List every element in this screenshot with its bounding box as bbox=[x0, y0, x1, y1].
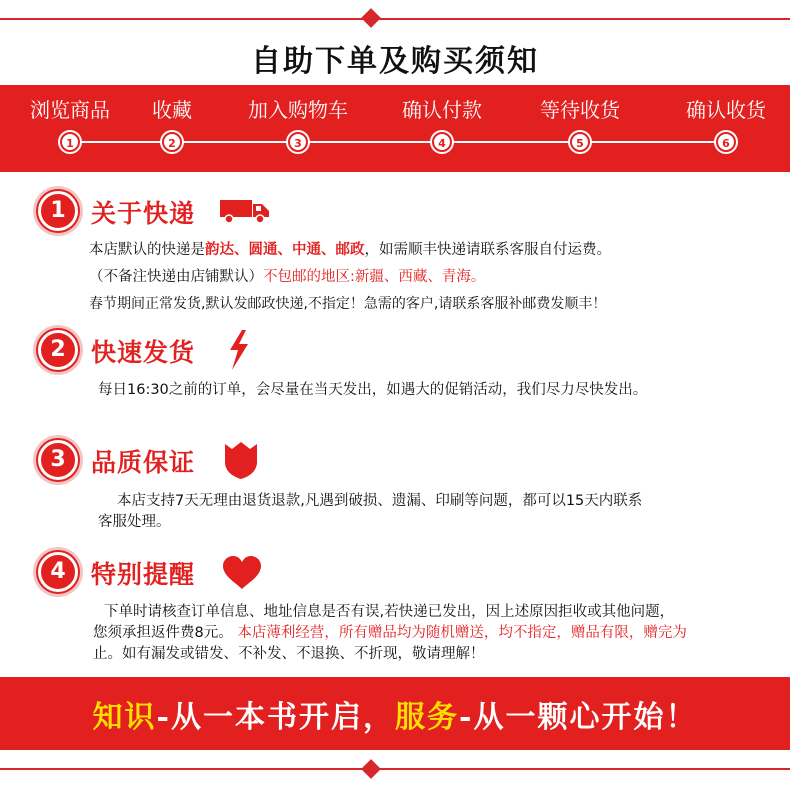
step-number: 1 bbox=[60, 132, 80, 152]
step-confirm bbox=[656, 96, 790, 150]
slogan: 知识-从一本书开启，服务-从一颗心开始！ bbox=[92, 700, 698, 735]
bottom-diamond bbox=[361, 759, 381, 779]
reminder-text-line1: 下单时请核查订单信息、地址信息是否有误,若快递已发出，因上述原因拒收或其他问题， bbox=[104, 604, 675, 620]
top-divider bbox=[0, 18, 790, 20]
step-pay bbox=[372, 96, 512, 150]
section-number: 4 bbox=[38, 552, 78, 592]
step-number: 2 bbox=[162, 132, 182, 152]
page-title: 自助下单及购买须知 bbox=[251, 44, 539, 79]
express-text-line3: 春节期间正常发货,默认发邮政快递,不指定！急需的客户,请联系客服补邮费发顺丰！ bbox=[89, 296, 607, 312]
heart-icon bbox=[222, 556, 262, 594]
step-label: 确认收货 bbox=[686, 98, 766, 122]
step-number: 5 bbox=[570, 132, 590, 152]
reminder-text-line3: 止。如有漏发或错发、不补发、不退换、不折现，敬请理解！ bbox=[93, 646, 485, 662]
step-favorite bbox=[102, 96, 242, 150]
top-diamond bbox=[361, 8, 381, 28]
step-label: 收藏 bbox=[152, 98, 192, 122]
step-number: 6 bbox=[716, 132, 736, 152]
section-number: 3 bbox=[38, 440, 78, 480]
truck-icon bbox=[220, 198, 270, 228]
section-title-express: 关于快递 bbox=[91, 199, 196, 228]
express-text-line2: （不备注快递由店铺默认）不包邮的地区:新疆、西藏、青海。 bbox=[89, 269, 486, 285]
quality-text-line1: 本店支持7天无理由退货退款,凡遇到破损、遗漏、印刷等问题，都可以15天内联系 bbox=[117, 493, 643, 509]
step-label: 等待收货 bbox=[540, 98, 620, 122]
shield-icon bbox=[222, 440, 260, 484]
step-number: 3 bbox=[288, 132, 308, 152]
step-label: 确认付款 bbox=[402, 98, 482, 122]
bottom-divider bbox=[0, 768, 790, 770]
reminder-text-line2: 您须承担返件费8元。 本店薄利经营，所有赠品均为随机赠送，均不指定，赠品有限，赠完为 bbox=[93, 625, 687, 641]
step-add-cart bbox=[228, 96, 368, 150]
express-text-line1: 本店默认的快递是韵达、圆通、中通、邮政，如需顺丰快递请联系客服自付运费。 bbox=[89, 242, 611, 258]
step-label: 加入购物车 bbox=[248, 98, 348, 122]
section-title-quality: 品质保证 bbox=[91, 448, 196, 477]
lightning-icon bbox=[226, 330, 250, 374]
section-number: 2 bbox=[38, 330, 78, 370]
step-wait bbox=[510, 96, 650, 150]
section-title-reminder: 特别提醒 bbox=[91, 560, 196, 589]
step-label: 浏览商品 bbox=[30, 98, 110, 122]
section-title-shipping: 快速发货 bbox=[91, 338, 196, 367]
quality-text-line2: 客服处理。 bbox=[98, 514, 171, 530]
section-number: 1 bbox=[38, 191, 78, 231]
shipping-text-line1: 每日16:30之前的订单，会尽量在当天发出，如遇大的促销活动，我们尽力尽快发出。 bbox=[98, 382, 648, 398]
step-number: 4 bbox=[432, 132, 452, 152]
